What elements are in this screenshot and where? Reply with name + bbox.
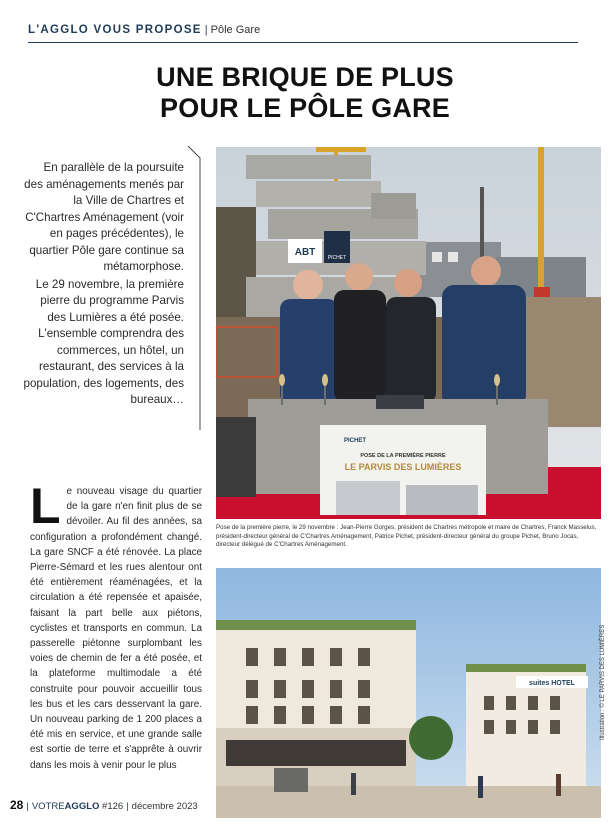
magazine-name-part-2: AGGLO <box>64 801 100 812</box>
architectural-rendering <box>216 568 601 818</box>
plaque-name: LE PARVIS DES LUMIÈRES <box>344 462 462 472</box>
plaque-brand: PICHET <box>344 438 367 444</box>
abt-logo: ABT <box>294 247 316 258</box>
footer-separator-1: | <box>26 801 29 812</box>
hotel-sign: suites HOTEL <box>529 680 575 687</box>
ceremony-photo <box>216 147 601 519</box>
section-header <box>28 20 578 43</box>
intro-paragraph-2: Le 29 novembre, la première pierre du programme Parvis des Lumières a été posée. L'ensemble comprendra des commerces, un hôtel, un restaurant, des services à la population, des logements, des bureaux… <box>23 277 184 406</box>
page-number: 28 <box>10 798 24 812</box>
plaque-title: POSE DE LA PREMIÈRE PIERRE <box>360 453 446 459</box>
headline-line-2: POUR LE PÔLE GARE <box>160 93 450 123</box>
page-footer <box>10 798 198 812</box>
magazine-name-part-1: VOTRE <box>31 801 65 812</box>
footer-separator-2: | <box>126 801 129 812</box>
header-separator: | <box>204 24 208 36</box>
issue-number: #126 <box>102 801 124 812</box>
photo-caption: Pose de la première pierre, le 29 novembre : Jean-Pierre Gorges, président de Chartres métropole et maire de Chartres, Franck Masselus, président-directeur général de C'Chartres Aménagement, Patrice Pichet, président-directeur général du groupe Pichet, Bruno Jocas, directeur délégué de C'Chartres Aménagement. <box>216 524 597 549</box>
headline <box>0 62 610 124</box>
section-subtitle: Pôle Gare <box>210 24 261 36</box>
pichet-logo: PICHET <box>327 255 347 261</box>
drop-cap: L <box>30 478 61 534</box>
intro-bracket <box>186 146 202 430</box>
intro-text <box>22 160 184 410</box>
image-credit-text: Illustration : © LE PARVIS DES LUMIÈRES <box>600 624 606 740</box>
article-body <box>30 478 202 773</box>
issue-date: décembre 2023 <box>131 801 198 812</box>
image-credit <box>592 572 606 742</box>
section-title: L'AGGLO VOUS PROPOSE <box>28 24 202 36</box>
headline-line-1: UNE BRIQUE DE PLUS <box>156 62 454 92</box>
intro-paragraph-1: En parallèle de la poursuite des aménagements menés par la Ville de Chartres et C'Chartres Aménagement (voir en pages précédentes), le quartier Pôle gare continue sa métamorphose. <box>24 161 184 273</box>
article-body-text: e nouveau visage du quartier de la gare n'en finit plus de se dévoiler. Au fil des années, sa configuration a profondément changé. La gare SNCF a été rénovée. La place Pierre-Sémard et les rues alentour ont été entièrement réaménagées, et la circulation a été repensée et apaisée, faisant la part belle aux piétons, cyclistes et transports en commun. La passerelle piétonne surplombant les voies de chemin de fer a été posée, et la plateforme multimodale a été construite pour pouvoir accueillir tous les bus et les cars desservant la gare. Un nouveau parking de 1 200 places a été mis en service, et une grande salle est sortie de terre et s'apprête à ouvrir dans les mois à venir pour le plus <box>30 486 202 771</box>
